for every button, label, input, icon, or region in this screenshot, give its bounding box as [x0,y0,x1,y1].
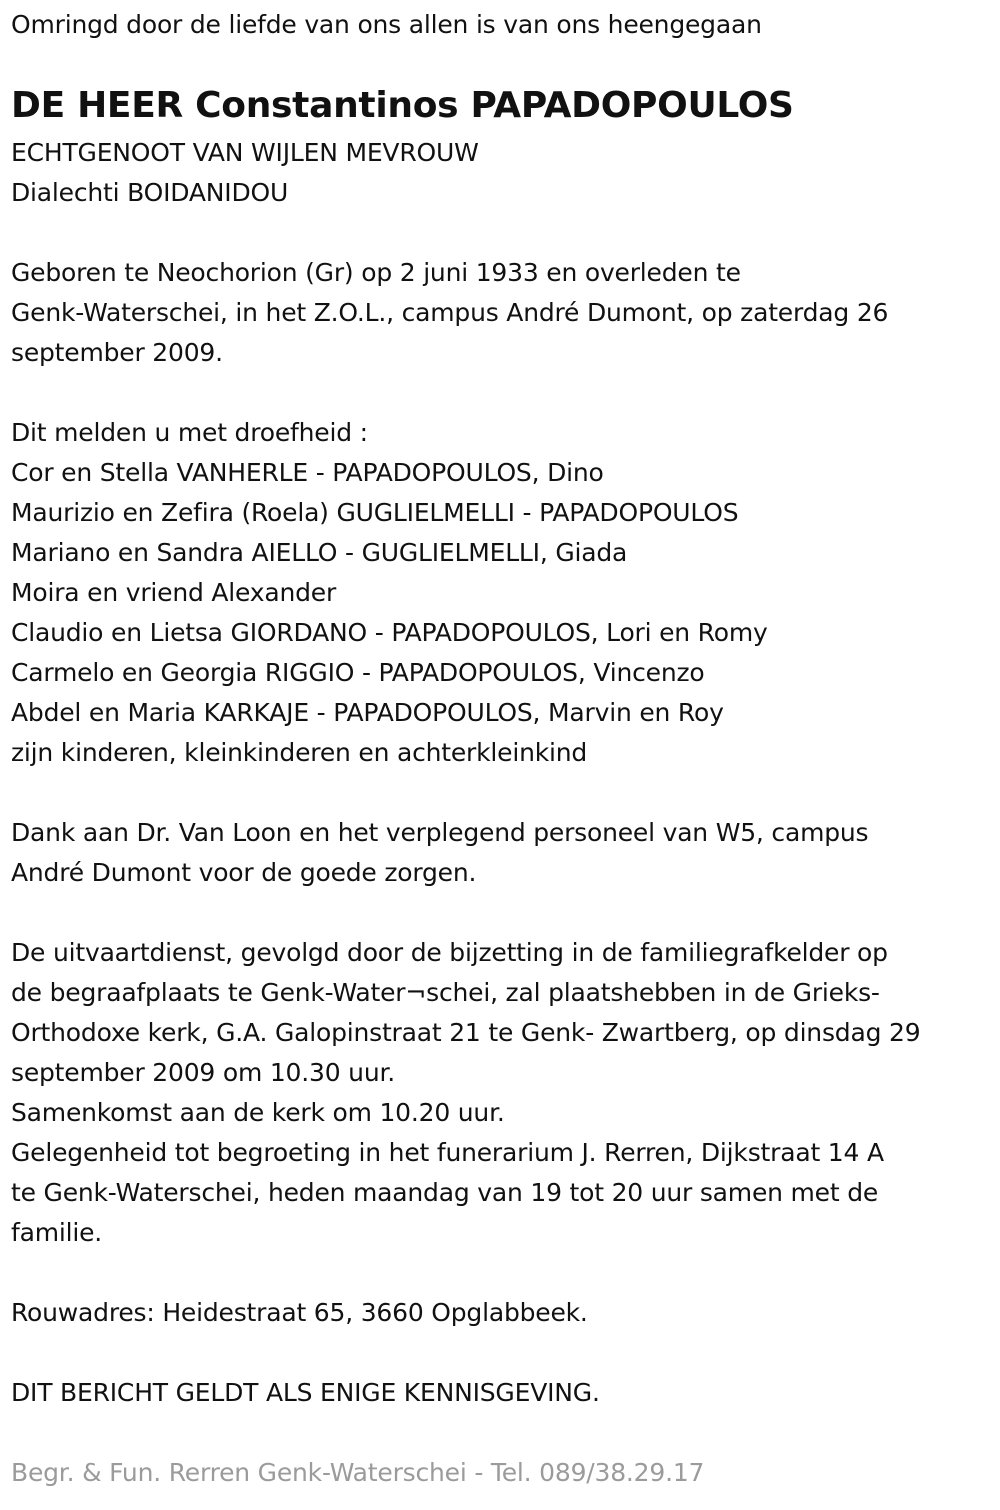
family-line: Moira en vriend Alexander [11,578,337,607]
service-line: familie. [11,1218,103,1247]
family-line: Mariano en Sandra AIELLO - GUGLIELMELLI, Giada [11,538,628,567]
service-section [11,933,920,1253]
notice-statement [11,1373,600,1413]
family-line: Cor en Stella VANHERLE - PAPADOPOULOS, Dino [11,458,604,487]
thanks-line: André Dumont voor de goede zorgen. [11,858,477,887]
address-line: Rouwadres: Heidestraat 65, 3660 Opglabbeek. [11,1298,588,1327]
birth-death-section [11,253,888,373]
mourning-address [11,1293,588,1333]
thanks-section [11,813,868,893]
birth-death-line: Geboren te Neochorion (Gr) op 2 juni 1933 en overleden te [11,258,741,287]
family-section [11,413,768,773]
service-line: te Genk-Waterschei, heden maandag van 19 tot 20 uur samen met de [11,1178,879,1207]
service-line: Gelegenheid tot begroeting in het funerarium J. Rerren, Dijkstraat 14 A [11,1138,884,1167]
family-line: Maurizio en Zefira (Roela) GUGLIELMELLI - PAPADOPOULOS [11,498,739,527]
family-line: Dit melden u met droefheid : [11,418,368,447]
service-line: de begraafplaats te Genk-Water¬schei, zal plaatshebben in de Grieks- [11,978,880,1007]
service-line: De uitvaartdienst, gevolgd door de bijzetting in de familiegrafkelder op [11,938,888,967]
birth-death-line: september 2009. [11,338,223,367]
family-line: zijn kinderen, kleinkinderen en achterkleinkind [11,738,588,767]
notice-line: DIT BERICHT GELDT ALS ENIGE KENNISGEVING. [11,1378,600,1407]
intro-text: Omringd door de liefde van ons allen is van ons heengegaan [11,10,762,39]
deceased-name: DE HEER Constantinos PAPADOPOULOS [11,85,794,126]
family-line: Carmelo en Georgia RIGGIO - PAPADOPOULOS, Vincenzo [11,658,705,687]
funeral-home-footer: Begr. & Fun. Rerren Genk-Waterschei - Tel. 089/38.29.17 [11,1458,705,1487]
family-line: Claudio en Lietsa GIORDANO - PAPADOPOULOS, Lori en Romy [11,618,768,647]
spouse-section [11,133,479,213]
birth-death-line: Genk-Waterschei, in het Z.O.L., campus André Dumont, op zaterdag 26 [11,298,889,327]
thanks-line: Dank aan Dr. Van Loon en het verplegend personeel van W5, campus [11,818,869,847]
spouse-line: Dialechti BOIDANIDOU [11,178,289,207]
service-line: september 2009 om 10.30 uur. [11,1058,395,1087]
spouse-line: ECHTGENOOT VAN WIJLEN MEVROUW [11,138,479,167]
service-line: Orthodoxe kerk, G.A. Galopinstraat 21 te Genk- Zwartberg, op dinsdag 29 [11,1018,921,1047]
service-line: Samenkomst aan de kerk om 10.20 uur. [11,1098,505,1127]
family-line: Abdel en Maria KARKAJE - PAPADOPOULOS, Marvin en Roy [11,698,724,727]
